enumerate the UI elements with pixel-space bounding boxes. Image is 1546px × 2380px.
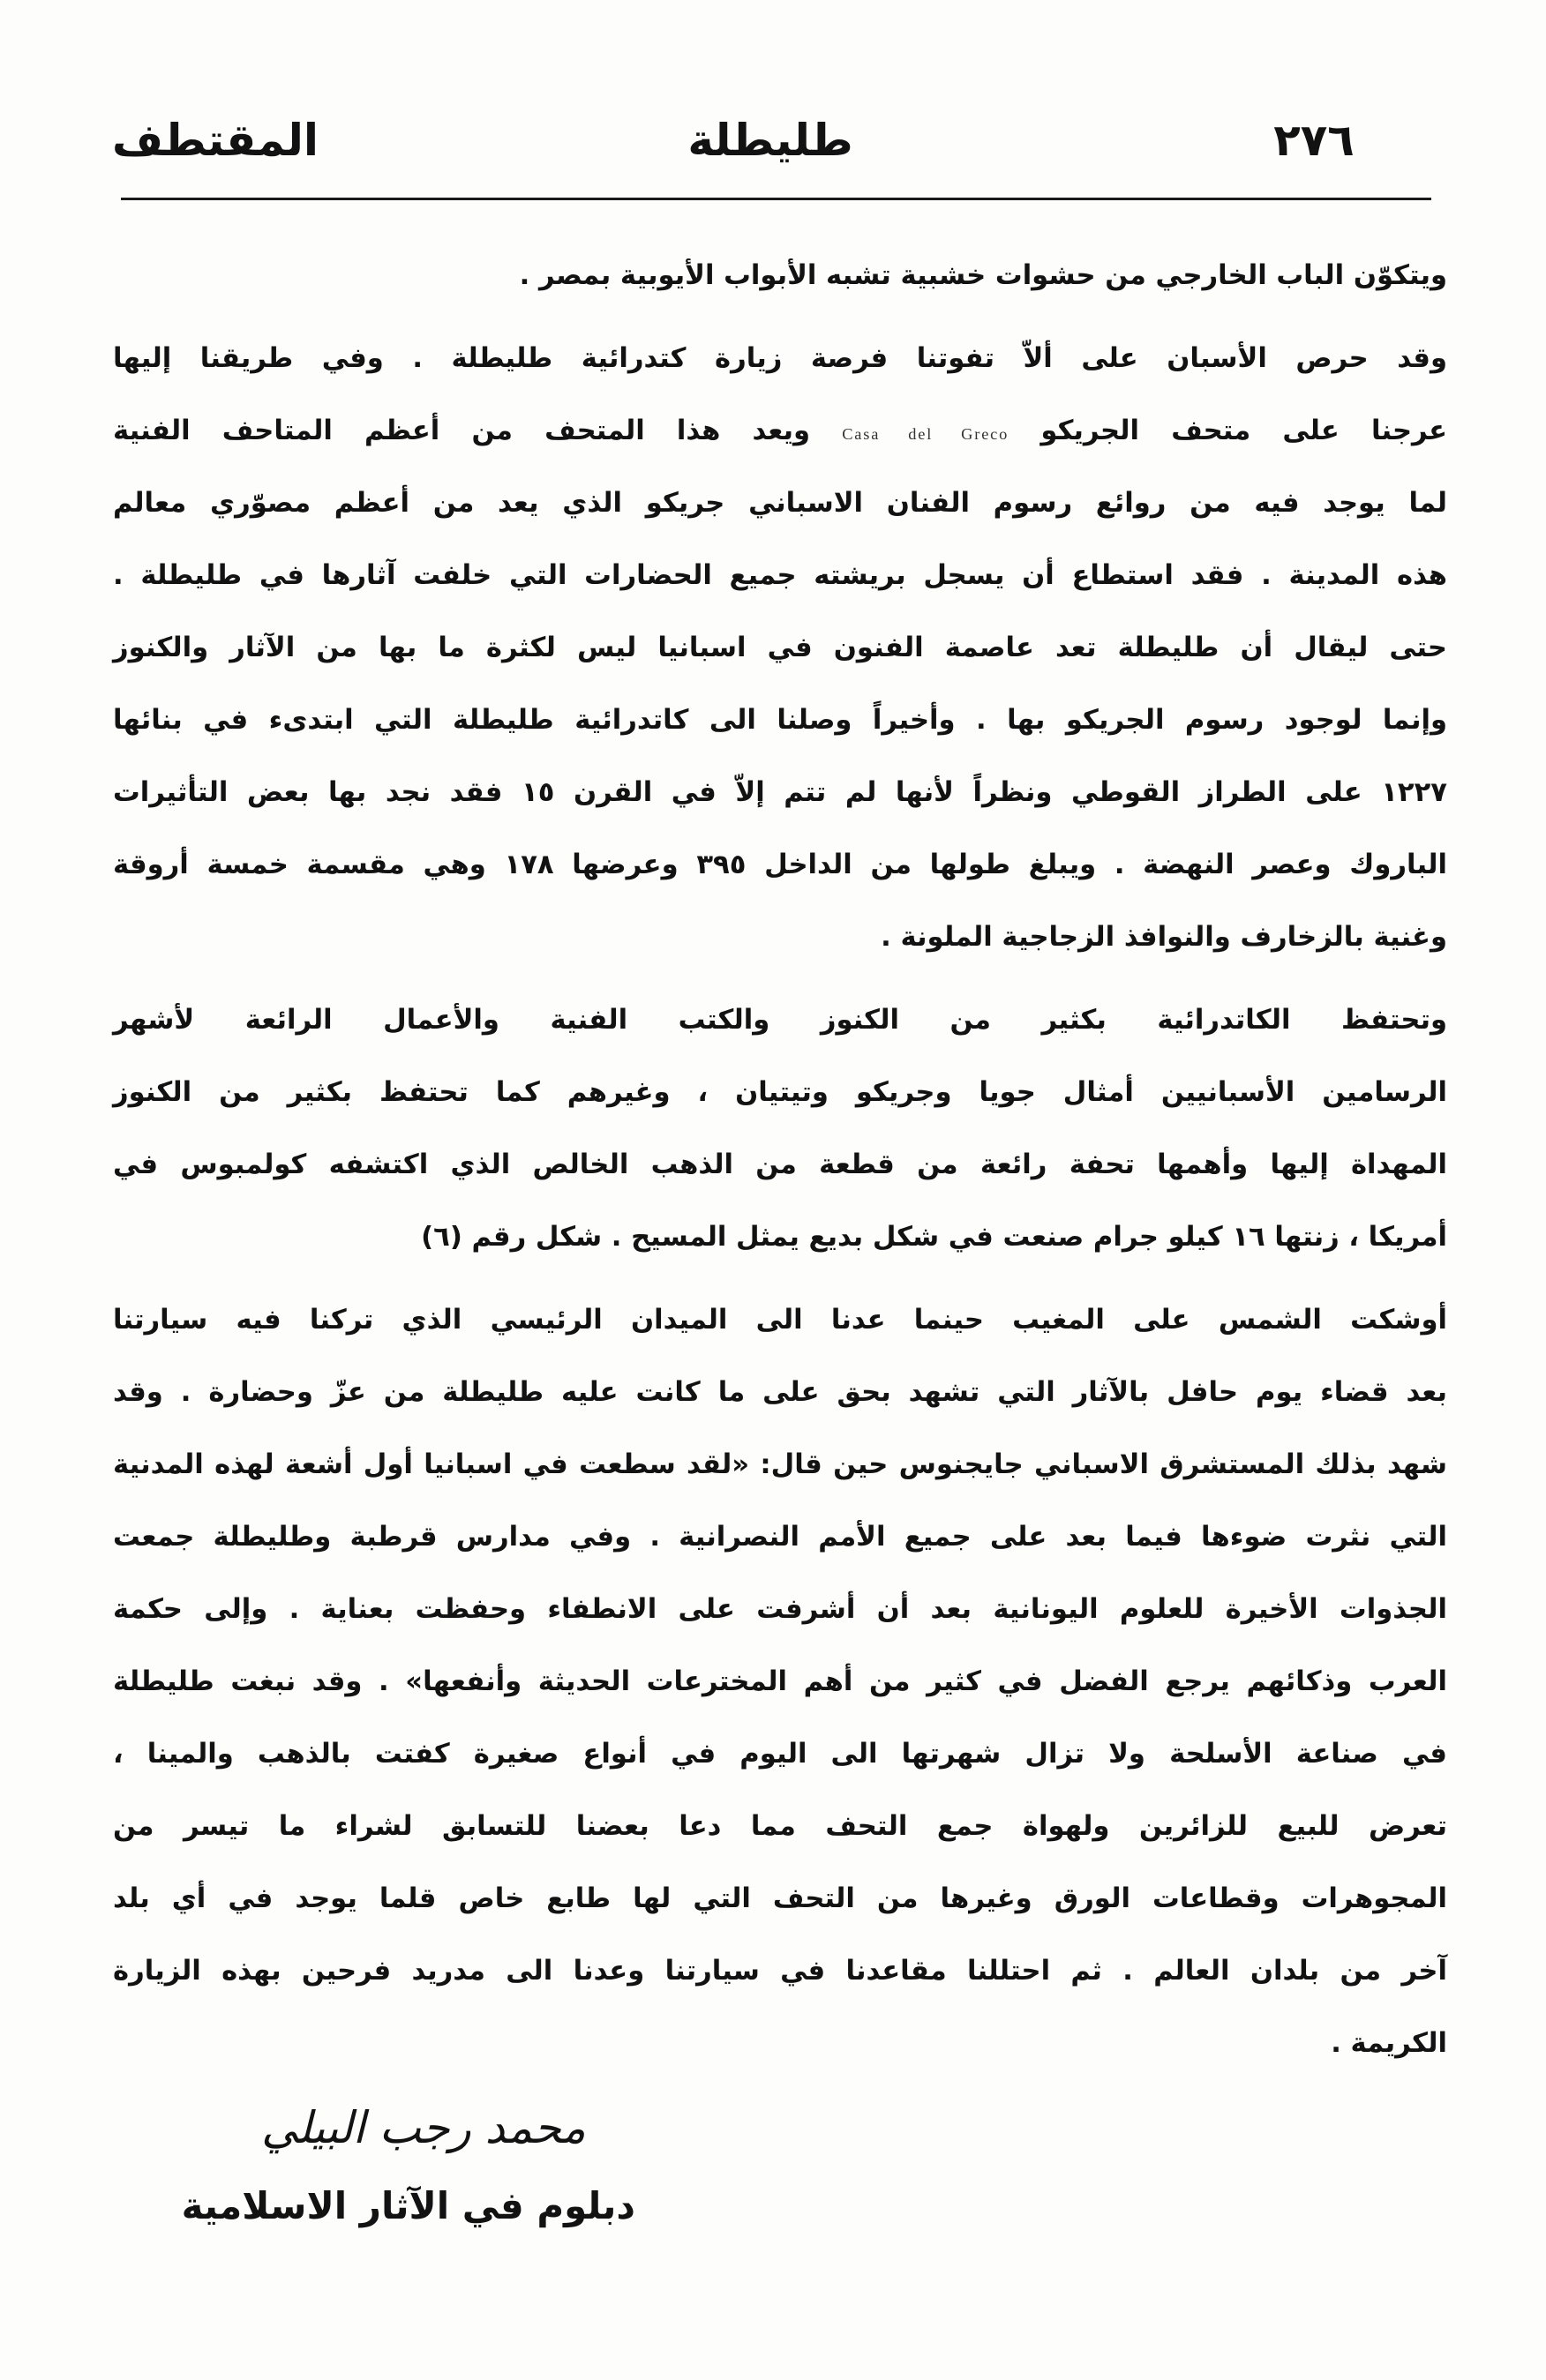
line-text: التي نثرت ضوءها فيما بعد على جميع الأمم النصرانية . وفي مدارس قرطبة وطليطلة جمعت bbox=[113, 1522, 1447, 1553]
text-line bbox=[113, 1429, 1447, 1501]
running-title: طليطلة bbox=[687, 115, 853, 166]
line-text: المجوهرات وقطاعات الورق وغيرها من التحف التي لها طابع خاص قلما يوجد في أي بلد bbox=[113, 1883, 1447, 1914]
line-text: وتحتفظ الكاتدرائية بكثير من الكنوز والكتب الفنية والأعمال الرائعة لأشهر bbox=[113, 1005, 1447, 1036]
text-line bbox=[113, 395, 1447, 468]
line-text: الرسامين الأسبانيين أمثال جويا وجريكو وتيتيان ، وغيرهم كما تحتفظ بكثير من الكنوز bbox=[113, 1077, 1447, 1108]
text-line bbox=[113, 1284, 1447, 1357]
text-line bbox=[113, 1129, 1447, 1201]
line-text-part: ويعد هذا المتحف من أعظم المتاحف الفنية bbox=[113, 415, 811, 446]
line-text: هذه المدينة . فقد استطاع أن يسجل بريشته جميع الحضارات التي خلفت آثارها في طليطلة . bbox=[113, 560, 1447, 591]
line-text: تعرض للبيع للزائرين ولهواة جمع التحف مما دعا بعضنا للتسابق لشراء ما تيسر من bbox=[113, 1811, 1447, 1842]
line-text: وغنية بالزخارف والنوافذ الزجاجية الملونة . bbox=[881, 922, 1447, 953]
text-line bbox=[113, 1718, 1447, 1791]
latin-term: Casa del Greco bbox=[842, 425, 1009, 443]
text-line bbox=[113, 540, 1447, 612]
text-line bbox=[113, 612, 1447, 685]
line-text: في صناعة الأسلحة ولا تزال شهرتها الى اليوم في أنواع صغيرة كفتت بالذهب والمينا ، bbox=[113, 1739, 1447, 1770]
line-text: شهد بذلك المستشرق الاسباني جايجنوس حين قال: «لقد سطعت في اسبانيا أول أشعة لهذه المدنية bbox=[113, 1449, 1447, 1480]
line-text: بعد قضاء يوم حافل بالآثار التي تشهد بحق على ما كانت عليه طليطلة من عزّ وحضارة . وقد bbox=[113, 1377, 1447, 1408]
paragraph bbox=[113, 1284, 1447, 2080]
text-line bbox=[113, 984, 1447, 1057]
author-signature: محمد رجب البيلي bbox=[261, 2102, 586, 2153]
line-text: وإنما لوجود رسوم الجريكو بها . وأخيراً وصلنا الى كاتدرائية طليطلة التي ابتدىء في بنائها bbox=[113, 705, 1447, 736]
line-text: حتى ليقال أن طليطلة تعد عاصمة الفنون في اسبانيا ليس لكثرة ما بها من الآثار والكنوز bbox=[113, 632, 1447, 663]
text-line bbox=[113, 468, 1447, 540]
line-text: الكريمة . bbox=[1331, 2028, 1447, 2059]
line-text: الباروك وعصر النهضة . ويبلغ طولها من الداخل ٣٩٥ وعرضها ١٧٨ وهي مقسمة خمسة أروقة bbox=[113, 849, 1447, 880]
line-text: العرب وذكائهم يرجع الفضل في كثير من أهم المخترعات الحديثة وأنفعها» . وقد نبغت طليطلة bbox=[113, 1666, 1447, 1697]
line-text: لما يوجد فيه من روائع رسوم الفنان الاسباني جريكو الذي يعد من أعظم مصوّري معالم bbox=[113, 488, 1447, 519]
text-line bbox=[113, 1057, 1447, 1129]
text-line bbox=[113, 1646, 1447, 1718]
text-line bbox=[113, 323, 1447, 395]
text-line bbox=[113, 1201, 1447, 1274]
line-text: أوشكت الشمس على المغيب حينما عدنا الى الميدان الرئيسي الذي تركنا فيه سيارتنا bbox=[113, 1305, 1447, 1336]
line-text: آخر من بلدان العالم . ثم احتللنا مقاعدنا في سيارتنا وعدنا الى مدريد فرحين بهذه الزيارة bbox=[113, 1956, 1447, 1987]
paragraph bbox=[113, 984, 1447, 1274]
text-line bbox=[113, 829, 1447, 902]
text-line bbox=[113, 240, 1447, 312]
page-number: ٢٧٦ bbox=[1273, 115, 1355, 166]
text-line bbox=[113, 1357, 1447, 1429]
line-text bbox=[113, 415, 1447, 446]
magazine-name: المقتطف bbox=[111, 115, 319, 166]
header-rule bbox=[121, 198, 1431, 200]
text-line bbox=[113, 757, 1447, 829]
paragraph bbox=[113, 323, 1447, 974]
line-text: المهداة إليها وأهمها تحفة رائعة من قطعة من الذهب الخالص الذي اكتشفه كولمبوس في bbox=[113, 1149, 1447, 1180]
line-text: ١٢٢٧ على الطراز القوطي ونظراً لأنها لم تتم إلاّ في القرن ١٥ فقد نجد بها بعض التأثيرات bbox=[113, 777, 1447, 808]
author-credential: دبلوم في الآثار الاسلامية bbox=[181, 2184, 635, 2227]
paragraph bbox=[113, 240, 1447, 312]
text-line bbox=[113, 1863, 1447, 1935]
text-line bbox=[113, 2008, 1447, 2080]
line-text: أمريكا ، زنتها ١٦ كيلو جرام صنعت في شكل بديع يمثل المسيح . شكل رقم (٦) bbox=[421, 1222, 1447, 1253]
text-line bbox=[113, 1501, 1447, 1574]
line-text: ويتكوّن الباب الخارجي من حشوات خشبية تشبه الأبواب الأيوبية بمصر . bbox=[519, 260, 1447, 291]
text-line bbox=[113, 1935, 1447, 2008]
line-text: وقد حرص الأسبان على ألاّ تفوتنا فرصة زيارة كتدرائية طليطلة . وفي طريقنا إليها bbox=[113, 343, 1447, 374]
line-text-part: عرجنا على متحف الجريكو bbox=[1040, 415, 1448, 446]
text-line bbox=[113, 1791, 1447, 1863]
article-body bbox=[113, 240, 1447, 2080]
text-line bbox=[113, 902, 1447, 974]
text-line bbox=[113, 1574, 1447, 1646]
text-line bbox=[113, 685, 1447, 757]
line-text: الجذوات الأخيرة للعلوم اليونانية بعد أن أشرفت على الانطفاء وحفظت بعناية . وإلى حكمة bbox=[113, 1594, 1447, 1625]
